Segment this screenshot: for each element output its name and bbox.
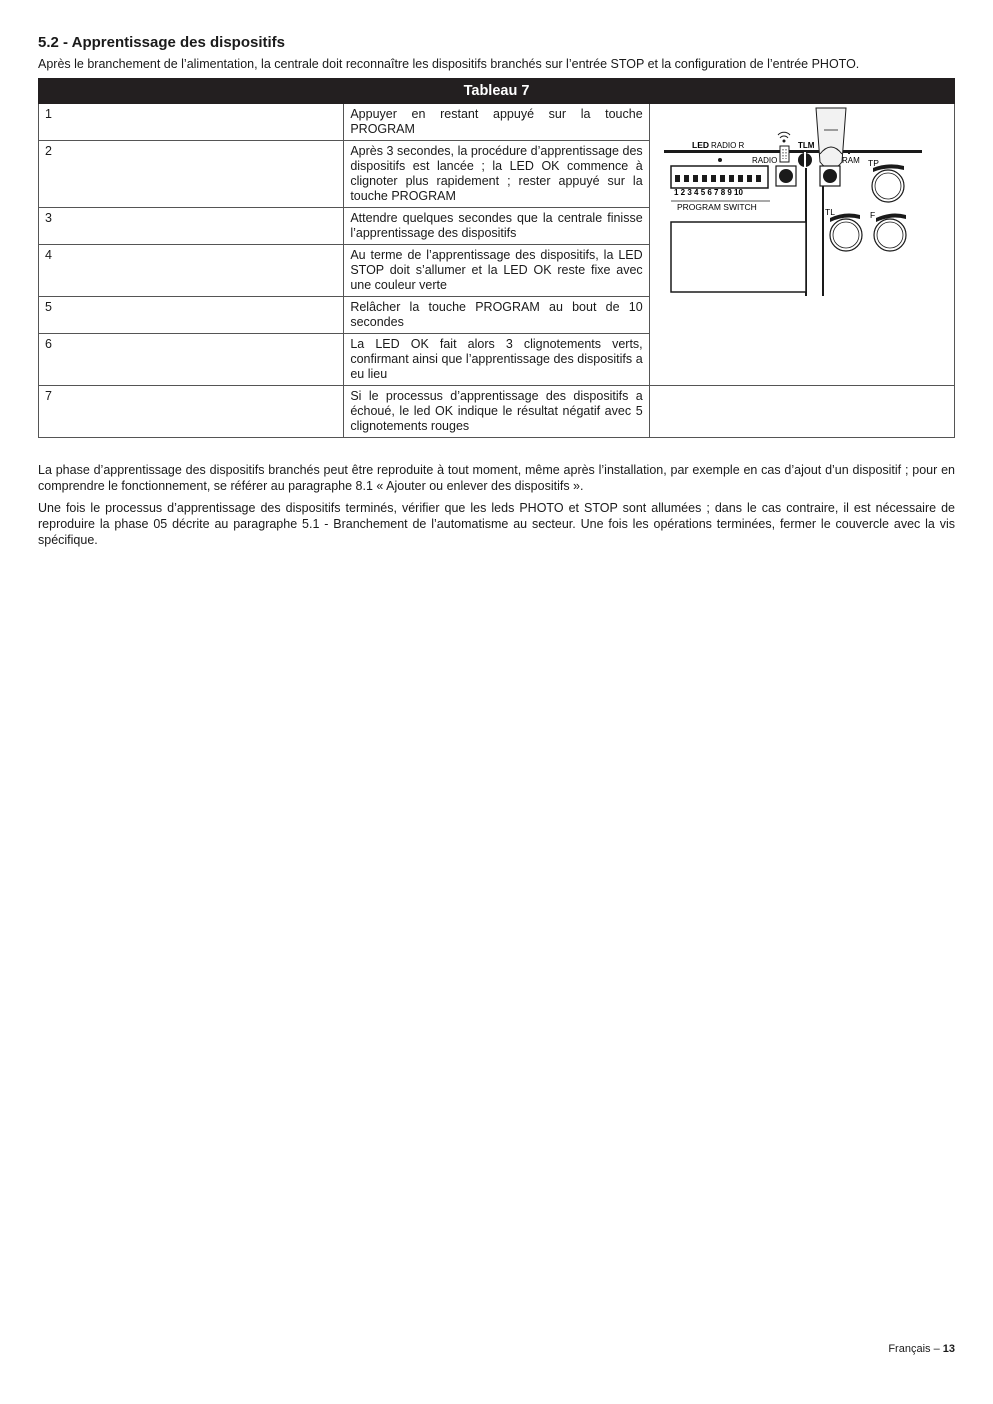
step-number: 6	[39, 334, 344, 386]
table-row	[39, 386, 955, 438]
step-text: Relâcher la touche PROGRAM au bout de 10 secondes	[344, 297, 649, 334]
step-text: La LED OK fait alors 3 clignotements verts, confirmant ainsi que l’apprentissage des dispositifs a eu lieu	[344, 334, 649, 386]
page-number: 13	[942, 1343, 955, 1355]
table-title: Tableau 7	[39, 79, 955, 104]
tlm-label: TLM	[797, 141, 815, 150]
procedure-table	[38, 78, 955, 438]
page-footer	[888, 1343, 955, 1355]
radio-r-label: RADIO R	[710, 141, 744, 150]
tl-label: TL	[824, 207, 835, 217]
f-knob	[874, 214, 906, 251]
step-number: 5	[39, 297, 344, 334]
step-number: 1	[39, 104, 344, 141]
step-text: Au terme de l’apprentissage des dispositifs, la LED STOP doit s’allumer et la LED OK reste fixe avec une couleur verte	[344, 245, 649, 297]
tp-knob	[872, 164, 904, 202]
step-text: Si le processus d’apprentissage des dispositifs a échoué, le led OK indique le résultat négatif avec 5 clignotements rouges	[344, 386, 649, 438]
tl-knob	[830, 214, 862, 251]
control-board-illustration	[650, 104, 926, 300]
step-number: 7	[39, 386, 344, 438]
step-number: 3	[39, 208, 344, 245]
section-title: 5.2 - Apprentissage des dispositifs	[38, 34, 286, 51]
document-page	[38, 34, 955, 548]
body-paragraph: La phase d’apprentissage des dispositifs branchés peut être reproduite à tout moment, même après l’installation, par exemple en cas d’ajout d’un dispositif ; pour en comprendre le fonctionnement, se référer au paragraphe 8.1 « Ajouter ou enlever des dispositifs ».	[38, 463, 955, 493]
radio-connector	[780, 146, 789, 162]
footer-language: Français –	[888, 1343, 940, 1355]
led-label: LED	[691, 140, 709, 150]
section-intro: Après le branchement de l’alimentation, la centrale doit reconnaître les dispositifs branchés sur l’entrée STOP et la configuration de l’entrée PHOTO.	[38, 57, 860, 71]
led-dot	[718, 158, 722, 162]
ram-label: RAM	[841, 156, 860, 165]
step-text: Appuyer en restant appuyé sur la touche PROGRAM	[344, 104, 649, 141]
f-label: F	[869, 210, 875, 220]
board-figure-cell	[649, 104, 954, 386]
radio-label: RADIO	[751, 156, 777, 165]
program-switch-label: PROGRAM SWITCH	[676, 202, 757, 212]
step-number: 2	[39, 141, 344, 208]
switch-numbers: 1 2 3 4 5 6 7 8 9 10	[673, 188, 743, 197]
step-text: Attendre quelques secondes que la centrale finisse l’apprentissage des dispositifs	[344, 208, 649, 245]
body-paragraph: Une fois le processus d’apprentissage des dispositifs terminés, vérifier que les leds PHOTO et STOP sont allumées ; dans le cas contraire, il est nécessaire de reproduire la phase 05 décrite au paragraphe 5.1 - Branchement de l’automatisme au secteur. Une fois les opérations terminées, fermer le couvercle avec la vis spécifique.	[38, 501, 955, 547]
tlm-connector-icon	[798, 152, 812, 168]
display-panel	[671, 222, 806, 292]
table-row	[39, 104, 955, 141]
step-text: Après 3 secondes, la procédure d’apprentissage des dispositifs est lancée ; la LED OK commence à clignoter plus rapidement ; rester appuyé sur la touche PROGRAM	[344, 141, 649, 208]
dip-switch	[671, 166, 768, 188]
wireless-icon	[778, 132, 790, 142]
step-number: 4	[39, 245, 344, 297]
empty-cell	[649, 386, 954, 438]
tp-label: TP	[867, 158, 879, 168]
